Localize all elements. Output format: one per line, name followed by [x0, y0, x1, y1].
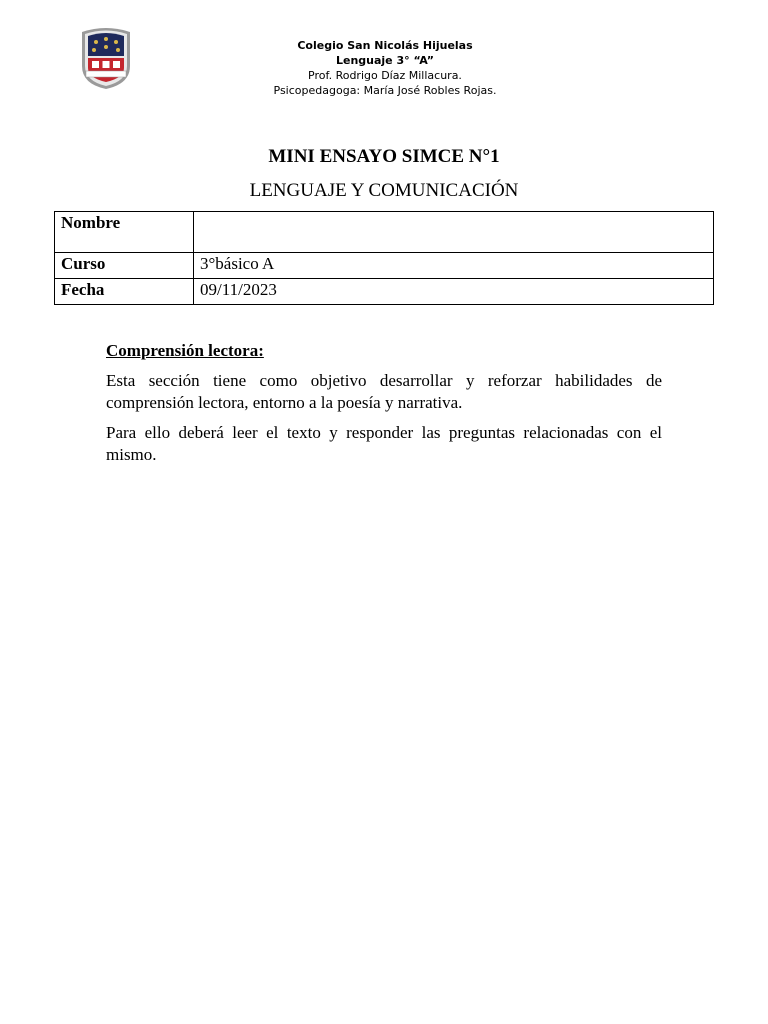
table-row [55, 253, 714, 279]
school-name: Colegio San Nicolás Hijuelas [297, 39, 473, 52]
document-title: MINI ENSAYO SIMCE N°1 [268, 146, 500, 167]
psychopedagogue-name: Psicopedagoga: María José Robles Rojas. [273, 84, 497, 97]
section-paragraph: Para ello deberá leer el texto y responder las preguntas relacionadas con el mismo. [106, 423, 662, 464]
school-crest-icon [80, 26, 132, 90]
teacher-name: Prof. Rodrigo Díaz Millacura. [308, 69, 462, 82]
section-paragraph: Esta sección tiene como objetivo desarrollar y reforzar habilidades de comprensión lectora, entorno a la poesía y narrativa. [106, 371, 662, 412]
section-heading: Comprensión lectora: [106, 341, 264, 360]
table-row [55, 212, 714, 253]
course-line: Lenguaje 3° “A” [335, 54, 435, 67]
reading-section [106, 340, 662, 474]
document-subtitle: LENGUAJE Y COMUNICACIÓN [249, 180, 519, 201]
name-field[interactable] [194, 212, 714, 253]
course-label: Curso [55, 253, 194, 279]
date-label: Fecha [55, 279, 194, 305]
school-header [240, 38, 530, 98]
date-value: 09/11/2023 [194, 279, 714, 305]
course-value: 3°básico A [194, 253, 714, 279]
student-info-table [54, 211, 714, 305]
name-label: Nombre [55, 212, 194, 253]
table-row [55, 279, 714, 305]
